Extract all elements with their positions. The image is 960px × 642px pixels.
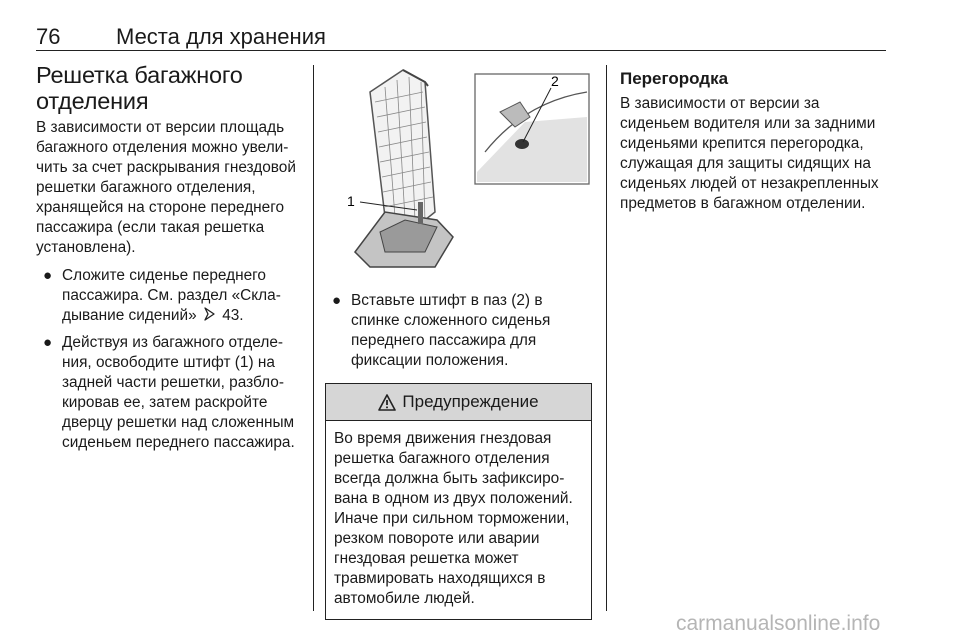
partition-text: В зависимости от версии за сиденьем водителя или за задними сиденьями крепится перегородка, служащая для защиты сидящих на сиденьях людей от незакрепленных предметов в багажном отделении. [620, 95, 879, 212]
detail-inset-drawing [475, 74, 589, 184]
instruction-list [36, 266, 304, 453]
warning-triangle-icon [378, 394, 396, 411]
middle-column [325, 62, 593, 620]
warning-title: Предупреждение [402, 392, 539, 411]
luggage-net-heading: Решетка багажного отделения [36, 62, 243, 114]
column-divider-2 [606, 65, 607, 611]
luggage-net-illustration [325, 62, 593, 277]
warning-box [325, 383, 592, 620]
list-item [325, 291, 593, 371]
page-section-title: Места для хранения [116, 24, 326, 49]
insert-pin-list [325, 291, 593, 371]
column-divider-1 [313, 65, 314, 611]
arrow-ref-icon [203, 307, 216, 321]
bullet-text: Действуя из багажного отделения, освободите штифт (1) на задней части решетки, разблокировав ее, затем раскройте дверцу решетки над сложенным сиденьем переднего пассажира. [62, 334, 295, 451]
warning-header [326, 384, 591, 421]
illustration-label-2: 2 [551, 73, 559, 89]
left-column [36, 62, 304, 460]
net-frame-drawing [370, 70, 435, 224]
page-number: 76 [36, 24, 61, 49]
bullet-dot-icon: ● [43, 334, 53, 351]
luggage-net-intro: В зависимости от версии площадь багажного отделения можно увеличить за счет раскрывания гнездовой решетки багажного отделения, хранящейся на стороне переднего пассажира (если такая решетка установлена). [36, 119, 296, 256]
list-item [36, 266, 304, 326]
list-item [36, 333, 304, 453]
watermark: carmanualsonline.info [676, 612, 881, 635]
bullet-dot-icon: ● [43, 267, 53, 284]
bullet-dot-icon: ● [332, 292, 342, 309]
bullet-text: Сложите сиденье переднего пассажира. См. раздел «Складывание сидений» [62, 267, 281, 324]
warning-text: Во время движения гнездовая решетка багажного отделения всегда должна быть зафиксирована в одном из двух положений. Иначе при сильном торможении, резком повороте или аварии гнездовая решетка может травмировать находящихся в автомобиле людей. [334, 430, 573, 607]
partition-heading: Перегородка [620, 69, 729, 88]
page-reference[interactable]: 43. [222, 307, 244, 324]
page-header [36, 20, 886, 51]
right-column [620, 62, 888, 214]
illustration-label-1: 1 [347, 193, 355, 209]
bullet-text: Вставьте штифт в паз (2) в спинке сложенного сиденья переднего пассажира для фиксации положения. [351, 292, 551, 369]
